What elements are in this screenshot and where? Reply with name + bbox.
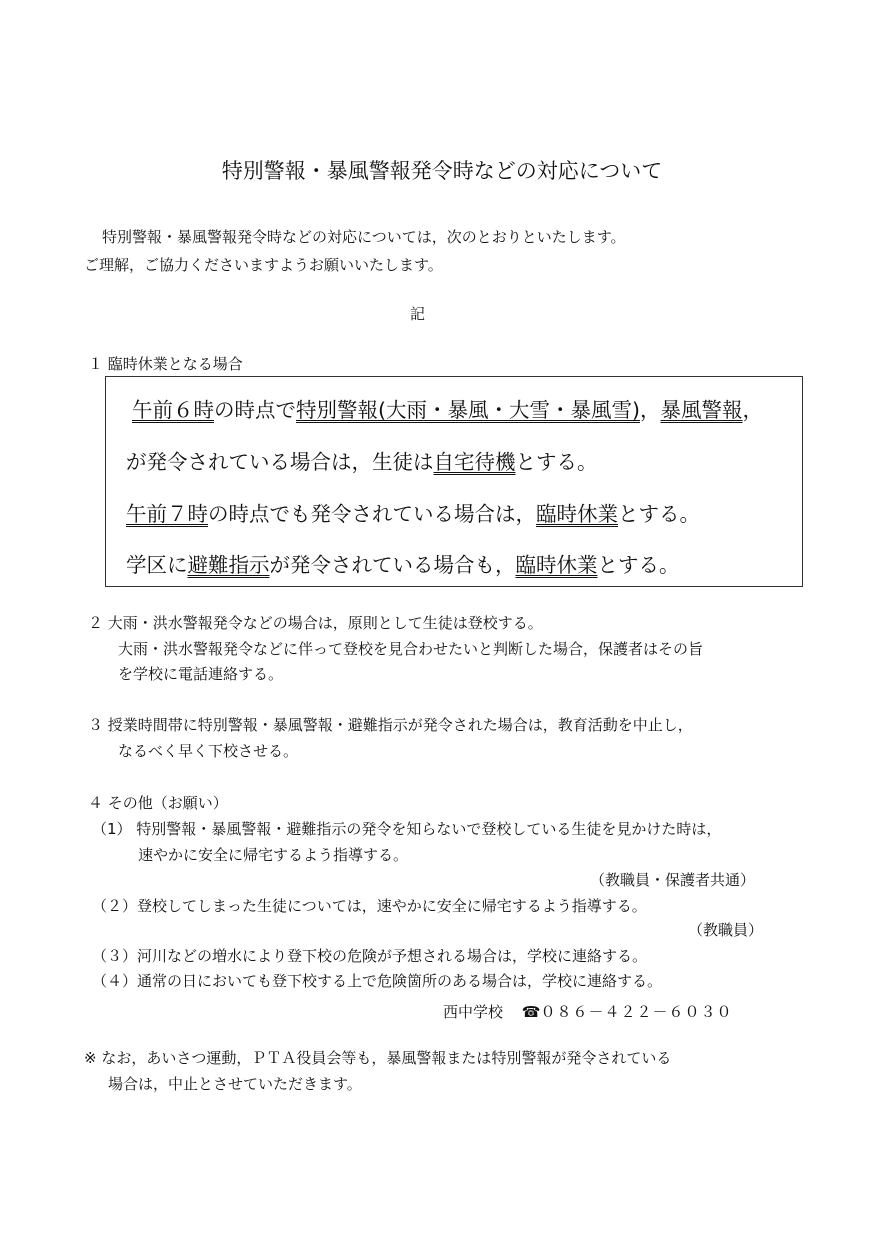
notice-text: とする。 <box>618 502 700 526</box>
home-standby: 自宅待機 <box>433 450 516 474</box>
notice-text: ， <box>742 398 763 422</box>
section-4-item-1b: 速やかに安全に帰宅するよう指導する。 <box>138 846 409 864</box>
intro-line-1: 特別警報・暴風警報発令時などの対応については，次のとおりといたします。 <box>102 228 626 246</box>
page-title: 特別警報・暴風警報発令時などの対応について <box>221 159 663 183</box>
note-line-2: 場合は，中止とさせていただきます。 <box>108 1075 362 1093</box>
section-4-heading: ４ その他（お願い） <box>88 794 228 812</box>
section-3-line-1: ３ 授業時間帯に特別警報・暴風警報・避難指示が発令された場合は，教育活動を中止し， <box>88 716 693 734</box>
phone-number: ０８６－４２２－６０３０ <box>540 1003 733 1021</box>
section-2-line-3: を学校に電話連絡する。 <box>118 665 284 683</box>
notice-text: の時点でも発令されている場合は， <box>208 502 536 526</box>
notice-text: が発令されている場合は，生徒は <box>126 450 434 474</box>
section-4-item-1a: （1） 特別警報・暴風警報・避難指示の発令を知らないで登校している生徒を見かけた時は， <box>92 820 722 838</box>
intro-line-2: ご理解，ご協力くださいますようお願いいたします。 <box>84 256 443 274</box>
notice-box <box>105 376 803 587</box>
telephone-icon: ☎ <box>521 1003 541 1021</box>
note-line-1: ※ なお，あいさつ運動，ＰＴＡ役員会等も，暴風警報または特別警報が発令されている <box>84 1049 672 1067</box>
evacuation-order: 避難指示 <box>187 553 270 577</box>
special-warning: 特別警報(大雨・暴風・大雪・暴風雪) <box>296 398 640 422</box>
section-4-item-2: （２）登校してしまった生徒については，速やかに安全に帰宅するよう指導する。 <box>92 897 647 915</box>
notice-line-1 <box>132 393 763 423</box>
notice-text: とする。 <box>597 553 680 577</box>
section-3-line-2: なるべく早く下校させる。 <box>118 742 299 760</box>
section-2-line-2: 大雨・洪水警報発令などに伴って登校を見合わせたいと判断した場合，保護者はその旨 <box>118 640 704 658</box>
school-name: 西中学校 <box>443 1003 504 1021</box>
notice-text: の時点で <box>214 398 296 422</box>
contact-line <box>443 1001 733 1022</box>
section-4-item-4: （４）通常の日においても登下校する上で危険箇所のある場合は，学校に連絡する。 <box>92 972 663 990</box>
section-2-line-1: ２ 大雨・洪水警報発令などの場合は，原則として生徒は登校する。 <box>88 614 543 632</box>
temporary-closure: 臨時休業 <box>515 553 598 577</box>
notice-text: 学区に <box>126 553 188 577</box>
section-4-item-3: （３）河川などの増水により登下校の危険が予想される場合は，学校に連絡する。 <box>92 947 648 965</box>
section-4-item-2-note: （教職員） <box>688 921 764 939</box>
section-1-heading: １ 臨時休業となる場合 <box>88 355 243 373</box>
notice-text: とする。 <box>515 450 598 474</box>
notice-line-3 <box>126 497 700 527</box>
notice-line-4 <box>126 548 680 578</box>
time-7am: 午前７時 <box>126 502 208 526</box>
notice-text: が発令されている場合も， <box>269 553 516 577</box>
storm-warning: 暴風警報 <box>660 398 743 422</box>
ki-label: 記 <box>410 305 426 323</box>
time-6am: 午前６時 <box>132 398 214 422</box>
temporary-closure: 臨時休業 <box>536 502 618 526</box>
section-4-item-1-note: （教職員・保護者共通） <box>590 871 756 889</box>
notice-text: ， <box>640 398 661 422</box>
notice-line-2 <box>126 445 598 475</box>
